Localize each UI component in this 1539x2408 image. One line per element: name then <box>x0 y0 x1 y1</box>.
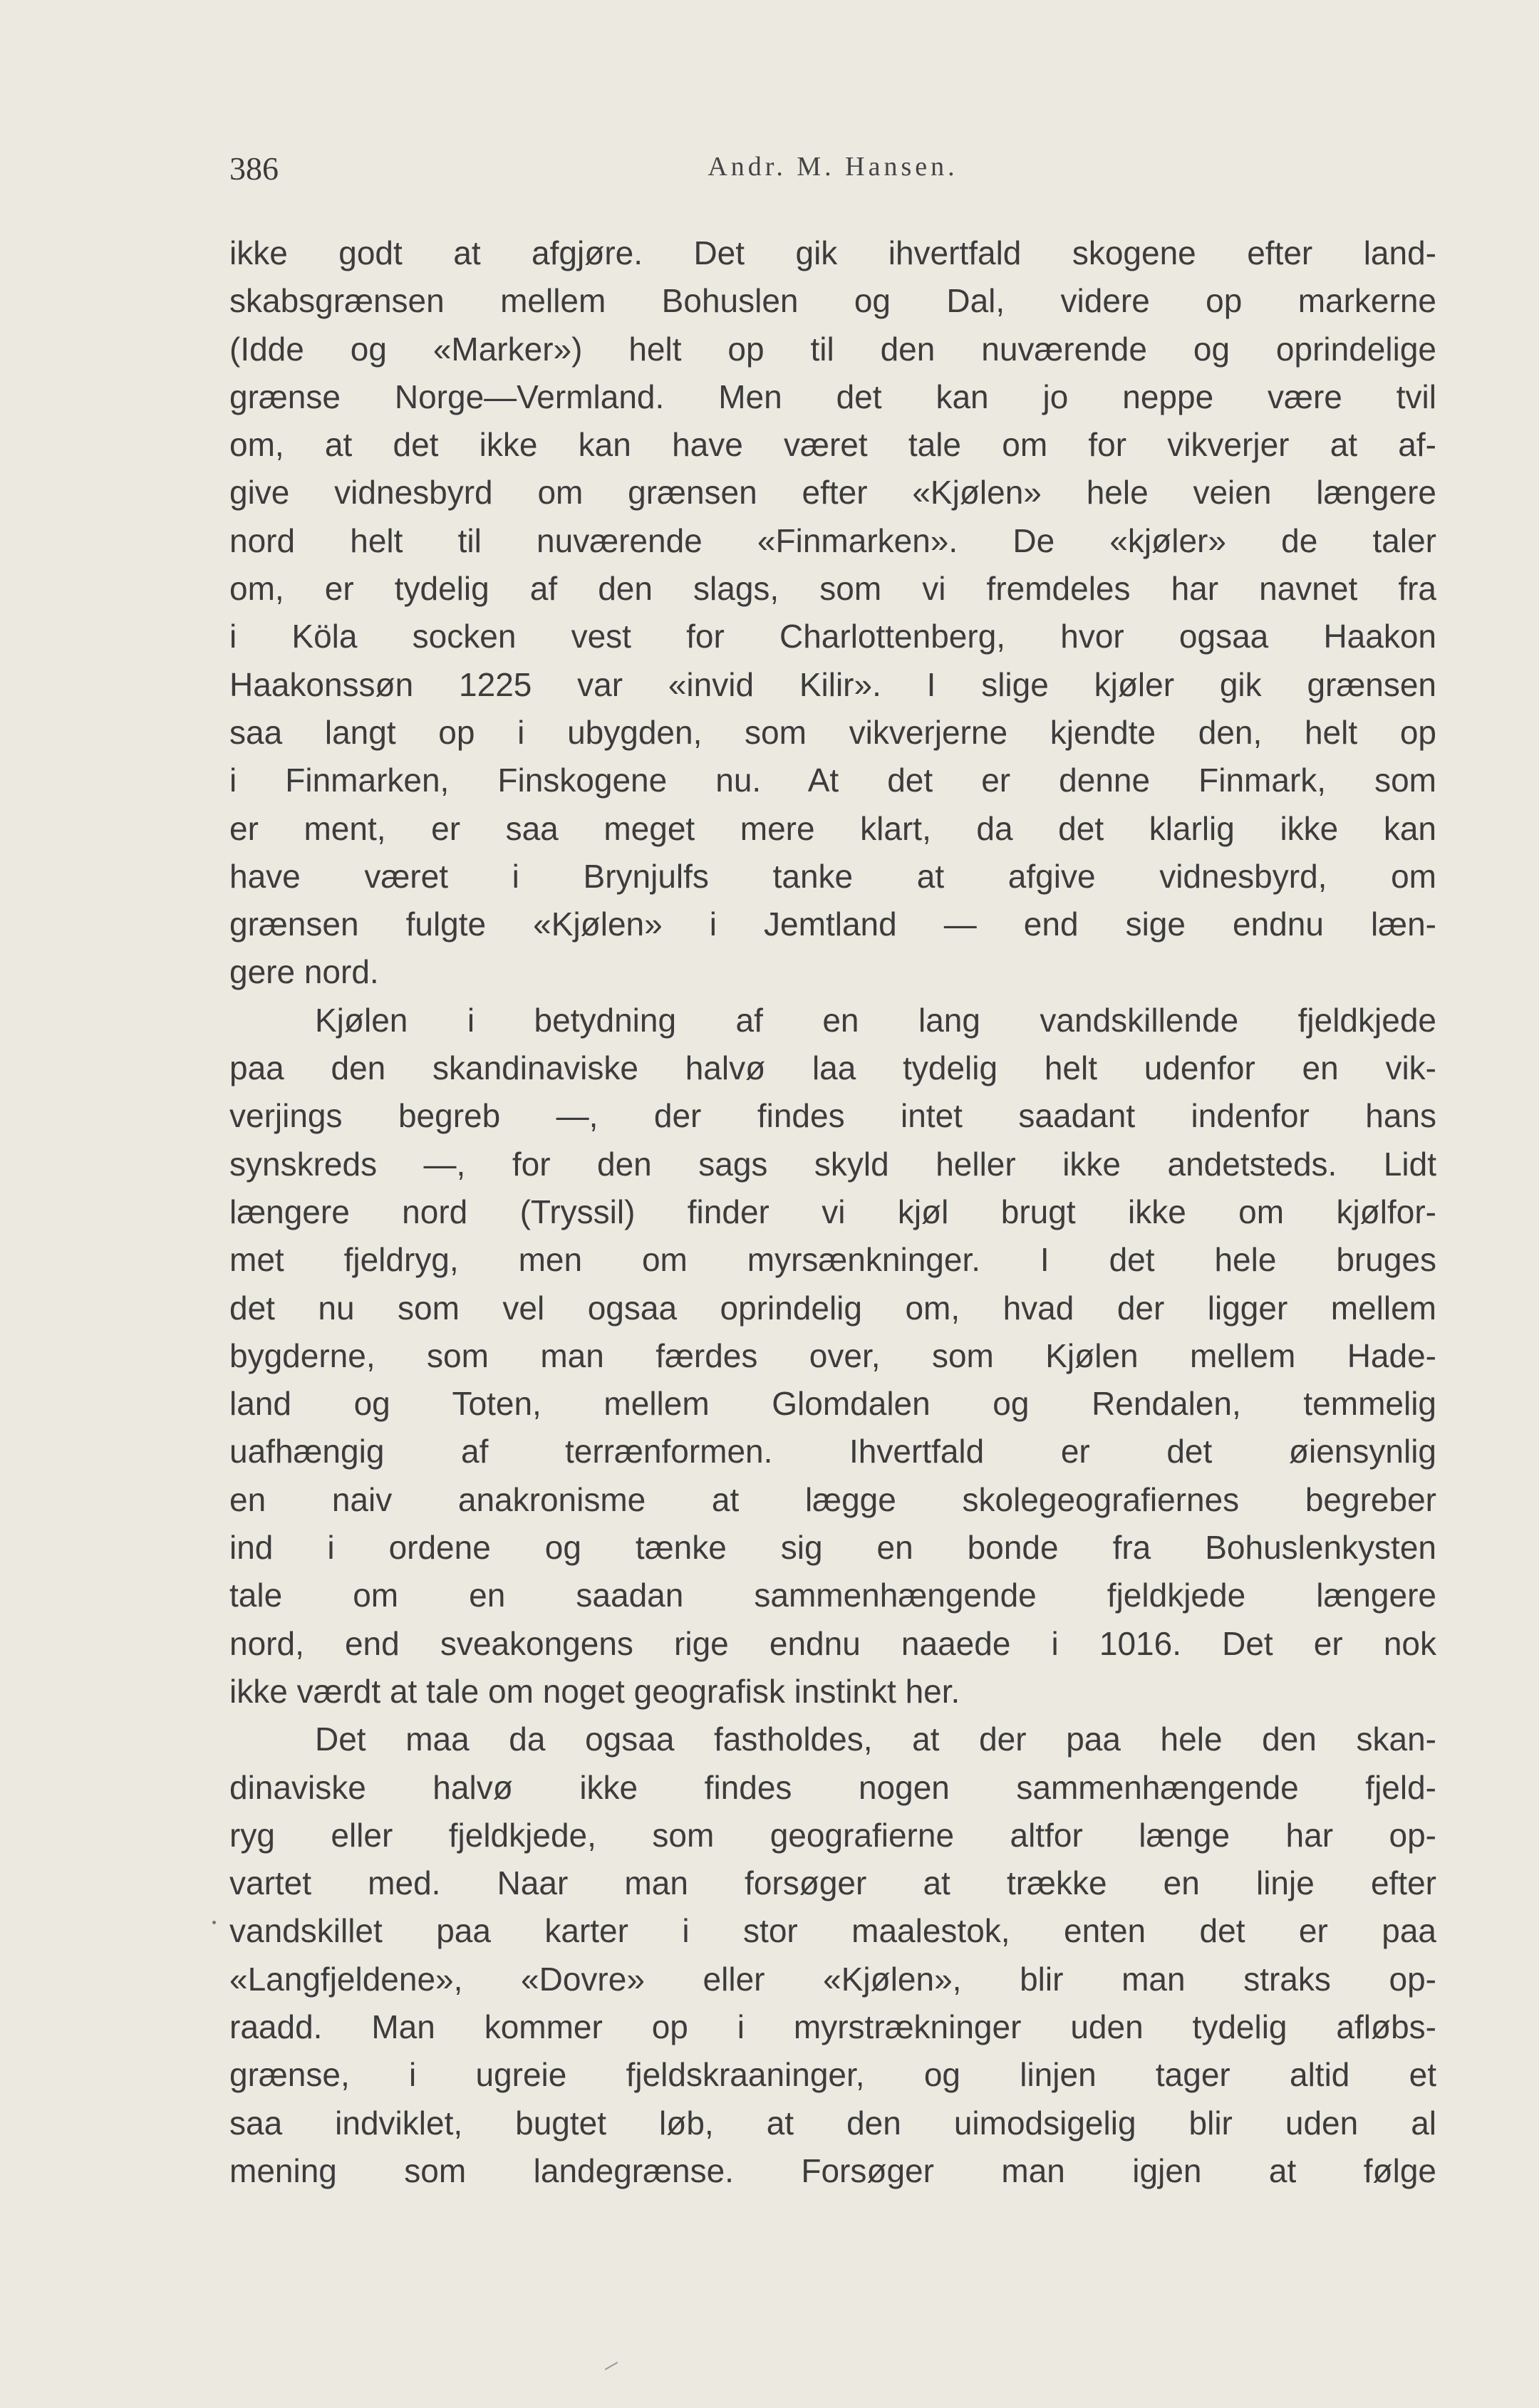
running-head <box>229 150 1436 199</box>
page-number: 386 <box>229 150 279 187</box>
text-line: om, at det ikke kan have været tale om for vikverjer at af- <box>229 426 1436 464</box>
text-line: gere nord. <box>229 953 379 991</box>
text-line: er ment, er saa meget mere klart, da det klarlig ikke kan <box>229 809 1436 847</box>
text-line: i Köla socken vest for Charlottenberg, hvor ogsaa Haakon <box>229 618 1436 655</box>
text-line: Haakonssøn 1225 var «invid Kilir». I slige kjøler gik grænsen <box>229 665 1436 703</box>
text-line: mening som landegrænse. Forsøger man igjen at følge <box>229 2152 1436 2189</box>
text-line: synskreds —, for den sags skyld heller ikke andetsteds. Lidt <box>229 1145 1436 1183</box>
text-line: længere nord (Tryssil) finder vi kjøl brugt ikke om kjølfor- <box>229 1193 1436 1230</box>
text-line: vartet med. Naar man forsøger at trække en linje efter <box>229 1864 1436 1902</box>
text-line: nord, end sveakongens rige endnu naaede i 1016. Det er nok <box>229 1624 1436 1662</box>
text-line: (Idde og «Marker») helt op til den nuværende og oprindelige <box>229 330 1436 368</box>
text-line: give vidnesbyrd om grænsen efter «Kjølen» hele veien længere <box>229 474 1436 512</box>
text-line: paa den skandinaviske halvø laa tydelig helt udenfor en vik- <box>229 1049 1436 1087</box>
stray-pencil-mark <box>605 2362 618 2370</box>
text-line: det nu som vel ogsaa oprindelig om, hvad der ligger mellem <box>229 1289 1436 1327</box>
text-line: ikke godt at afgjøre. Det gik ihvertfald skogene efter land- <box>229 234 1436 271</box>
text-line: dinaviske halvø ikke findes nogen sammenhængende fjeld- <box>229 1768 1436 1806</box>
body-text <box>229 229 1436 2195</box>
text-line: verjings begreb —, der findes intet saadant indenfor hans <box>229 1097 1436 1135</box>
text-line: grænse Norge—Vermland. Men det kan jo neppe være tvil <box>229 378 1436 415</box>
text-line: ryg eller fjeldkjede, som geografierne altfor længe har op- <box>229 1816 1436 1854</box>
text-line: skabsgrænsen mellem Bohuslen og Dal, videre op markerne <box>229 282 1436 320</box>
text-line: grænsen fulgte «Kjølen» i Jemtland — end sige endnu læn- <box>229 905 1436 943</box>
text-line: ikke værdt at tale om noget geografisk instinkt her. <box>229 1672 960 1710</box>
text-line: om, er tydelig af den slags, som vi fremdeles har navnet fra <box>229 570 1436 608</box>
text-line: en naiv anakronisme at lægge skolegeografiernes begreber <box>229 1480 1436 1518</box>
running-head-author: Andr. M. Hansen. <box>708 152 958 182</box>
text-line: i Finmarken, Finskogene nu. At det er denne Finmark, som <box>229 762 1436 799</box>
text-line: ind i ordene og tænke sig en bonde fra Bohuslenkysten <box>229 1529 1436 1567</box>
text-line: tale om en saadan sammenhængende fjeldkjede længere <box>229 1577 1436 1614</box>
text-line: grænse, i ugreie fjeldskraaninger, og linjen tager altid et <box>229 2056 1436 2094</box>
text-line: saa langt op i ubygden, som vikverjerne kjendte den, helt op <box>229 713 1436 751</box>
text-line: saa indviklet, bugtet løb, at den uimodsigelig blir uden al <box>229 2104 1436 2142</box>
text-line: raadd. Man kommer op i myrstrækninger uden tydelig afløbs- <box>229 2008 1436 2045</box>
text-line: vandskillet paa karter i stor maalestok, enten det er paa <box>229 1912 1436 1950</box>
paragraph-start-line: Kjølen i betydning af en lang vandskillende fjeldkjede <box>315 1001 1436 1039</box>
paragraph-start-line: Det maa da ogsaa fastholdes, at der paa hele den skan- <box>315 1721 1436 1758</box>
margin-speck <box>212 1921 216 1924</box>
text-line: «Langfjeldene», «Dovre» eller «Kjølen», blir man straks op- <box>229 1960 1436 1998</box>
text-line: nord helt til nuværende «Finmarken». De «kjøler» de taler <box>229 521 1436 559</box>
text-line: land og Toten, mellem Glomdalen og Rendalen, temmelig <box>229 1385 1436 1423</box>
text-line: uafhængig af terrænformen. Ihvertfald er det øiensynlig <box>229 1433 1436 1470</box>
text-line: have været i Brynjulfs tanke at afgive vidnesbyrd, om <box>229 857 1436 895</box>
text-line: bygderne, som man færdes over, som Kjølen mellem Hade- <box>229 1337 1436 1374</box>
text-line: met fjeldryg, men om myrsænkninger. I det hele bruges <box>229 1241 1436 1279</box>
